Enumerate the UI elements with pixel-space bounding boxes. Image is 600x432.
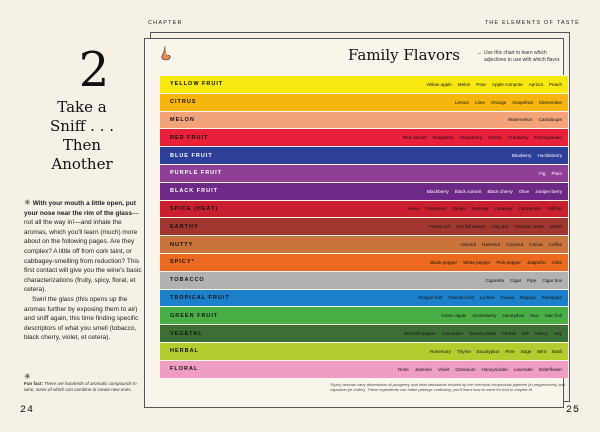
flavor-example: Dry fall leaves [456, 224, 486, 230]
flavor-example: Olive [518, 188, 530, 194]
flavor-example: Pipe [527, 277, 537, 283]
flavor-example: Anise [408, 206, 420, 212]
flavor-family-name: GREEN FRUIT [170, 312, 219, 319]
flavor-example: Red bell pepper [403, 331, 437, 337]
flavor-examples [429, 224, 562, 229]
flavor-example: Honeydew [502, 313, 525, 319]
flavor-example: Watermelon [507, 117, 533, 123]
flavor-example: Pineapple [541, 295, 562, 301]
flavor-example: Clementine [538, 99, 562, 105]
flavor-family-name: PURPLE FRUIT [170, 170, 223, 177]
flavor-example: Cocoa [529, 242, 543, 248]
fun-fact [24, 381, 140, 393]
flavor-example: Green apple [441, 313, 467, 319]
flavor-example: Black currant [454, 188, 482, 194]
flavor-examples [539, 171, 562, 176]
flavor-example: Blackberry [426, 188, 449, 194]
flavor-example: Pomegranate [534, 135, 562, 141]
flavor-example: Black pepper [430, 259, 458, 265]
flavor-row [160, 289, 568, 307]
flavor-examples [508, 117, 562, 122]
flavor-examples [426, 82, 562, 87]
flavor-family-name: NUTTY [170, 241, 194, 248]
flavor-examples [430, 349, 562, 354]
flavor-examples [455, 100, 562, 105]
flavor-family-name: BLUE FRUIT [170, 152, 213, 159]
flavor-example: Dill [522, 331, 529, 337]
flavor-row [160, 235, 568, 253]
flavor-example: Huckleberry [537, 153, 562, 159]
flavor-family-name: SPICE (HEAT) [170, 205, 219, 212]
body-paragraph-2: Swirl the glass (this opens up the aromas further by exposing them to air) and sniff again, this time finding specific descriptors of what you smell (tobacco, black cherry, violet, et cetera). [24, 295, 139, 342]
flavor-example: Volcanic stone [514, 224, 544, 230]
flavor-example: Melon [457, 81, 471, 87]
flavor-row [160, 164, 568, 182]
flavor-family-name: MELON [170, 116, 195, 123]
running-head-section: THE ELEMENTS OF TASTE [484, 20, 580, 26]
asterisk-icon: ✳ [24, 198, 31, 207]
flavor-example: Lemon [454, 99, 470, 105]
card-note: Use this chart to learn which adjectives to use with which flavor. [484, 50, 561, 63]
flavor-family-name: FLORAL [170, 366, 199, 373]
flavor-example: Gooseberry [472, 313, 497, 319]
flavor-example: Rose [398, 366, 409, 372]
flavor-family-name: VEGETAL [170, 330, 203, 337]
flavor-example: Plum [551, 170, 562, 176]
flavor-row [160, 253, 568, 271]
flavor-example: Red currant [402, 135, 427, 141]
flavor-example: Eucalyptus [476, 348, 500, 354]
flavor-example: Mulch [549, 224, 562, 230]
flavor-example: Strawberry [459, 135, 483, 141]
flavor-example: Papaya [519, 295, 536, 301]
body-paragraph-1 [24, 198, 142, 295]
flavor-examples [441, 313, 562, 318]
flavor-family-name: BLACK FRUIT [170, 188, 218, 195]
flavor-example: Cigar [510, 277, 522, 283]
flavor-row [160, 217, 568, 235]
flavor-example: Jasmine [414, 366, 432, 372]
flavor-example: Forest soil [429, 224, 451, 230]
chapter-number: 2 [78, 42, 110, 98]
flavor-row [160, 128, 568, 146]
flavor-row [160, 306, 568, 324]
flavor-example: Violet [437, 366, 450, 372]
flavor-examples [460, 242, 562, 247]
flavor-example: Dragon fruit [418, 295, 443, 301]
flavor-example: Celery [534, 331, 548, 337]
sparkle-icon: ✳ [24, 372, 31, 381]
page-number-left: 24 [20, 405, 35, 416]
flavor-examples [430, 260, 562, 265]
flavor-row [160, 182, 568, 200]
flavor-example: Lime [475, 99, 485, 105]
running-head-chapter: CHAPTER [148, 20, 183, 26]
flavor-example: Blueberry [511, 153, 532, 159]
flavor-example: Juniper berry [535, 188, 562, 194]
flavor-examples [398, 367, 562, 372]
flavor-family-name: HERBAL [170, 348, 199, 355]
flavor-example: Coconut [506, 242, 524, 248]
flavor-examples [404, 331, 562, 336]
flavor-example: Cinnamon [425, 206, 447, 212]
flavor-example: Cucumber [442, 331, 464, 337]
flavor-row [160, 75, 568, 93]
flavor-examples [427, 189, 562, 194]
flavor-example: Apricot [528, 81, 543, 87]
flavor-example: Almond [460, 242, 476, 248]
flavor-example: Coffee [548, 242, 562, 248]
flavor-example: Cigar box [542, 277, 562, 283]
flavor-example: Sweet potato [469, 331, 497, 337]
flavor-family-name: CITRUS [170, 99, 197, 106]
flavor-example: Jalapeño [526, 259, 546, 265]
flavor-example: Apple compote [492, 81, 523, 87]
flavor-example: Thyme [456, 348, 471, 354]
flavor-example: Grapefruit [512, 99, 533, 105]
flavor-example: Guava [500, 295, 514, 301]
flavor-example: Pear [476, 81, 486, 87]
chapter-title [24, 98, 140, 174]
flavor-example: Passion fruit [448, 295, 474, 301]
card-title: Family Flavors [348, 46, 460, 64]
flavor-example: Raspberry [432, 135, 454, 141]
flavor-example: Fig [539, 170, 546, 176]
flavor-family-name: YELLOW FRUIT [170, 81, 224, 88]
flavor-example: Clay pot [491, 224, 509, 230]
footnote: *Spicy aromas carry dimensions of pungency and heat sensations evoked by the chemical compounds piperine (in peppercorns) and capsaicin (in chiles). These ingredients can make pairings confusing; you'll learn how to solve for that in chapter III. [330, 382, 566, 393]
flavor-example: Cantaloupe [538, 117, 562, 123]
flavor-examples [418, 295, 562, 300]
flavor-family-name: SPICY* [170, 259, 195, 266]
flavor-example: Rosemary [429, 348, 451, 354]
flavor-family-name: RED FRUIT [170, 134, 209, 141]
flavor-examples [512, 153, 562, 158]
fun-fact-text: There are hundreds of aromatic compounds in wine, some of which can combine to create new ones. [24, 381, 137, 392]
flavor-example: Cigarette [485, 277, 505, 283]
flavor-example: Kiwi [530, 313, 539, 319]
flavor-example: Lychee [479, 295, 495, 301]
flavor-example: Fennel [502, 331, 517, 337]
flavor-example: Chile [551, 259, 562, 265]
flavor-example: Cherry [488, 135, 502, 141]
flavor-example: Orange [490, 99, 507, 105]
flavor-family-name: EARTHY [170, 223, 199, 230]
flavor-example: Cardamom [518, 206, 542, 212]
flavor-example: Peach [548, 81, 562, 87]
title-line: Take a [57, 98, 107, 116]
title-line: Then [62, 136, 102, 154]
flavor-row [160, 342, 568, 360]
flavor-example: Nutmeg [472, 206, 489, 212]
flavor-example: Pink pepper [496, 259, 521, 265]
arrow-right-icon: → [476, 50, 482, 56]
flavor-example: Basil [552, 348, 562, 354]
title-line: Another [51, 155, 113, 173]
nose-icon [160, 45, 172, 61]
flavor-example: Geranium [455, 366, 476, 372]
flavor-row [160, 271, 568, 289]
page-number-right: 25 [565, 405, 580, 416]
flavor-example: Yellow apple [426, 81, 452, 87]
flavor-row [160, 324, 568, 342]
title-line: Sniff . . . [50, 117, 114, 135]
flavor-row [160, 360, 568, 378]
flavor-examples [408, 206, 562, 211]
flavor-row [160, 93, 568, 111]
flavor-example: Star fruit [544, 313, 562, 319]
body-lead: With your mouth a little open, put your nose near the rim of the glass [24, 200, 136, 217]
flavor-example: White pepper [463, 259, 491, 265]
flavor-family-name: TROPICAL FRUIT [170, 294, 230, 301]
flavor-example: Sage [520, 348, 532, 354]
flavor-table [160, 75, 568, 378]
flavor-example: Caraway [494, 206, 513, 212]
flavor-example: Cranberry [507, 135, 529, 141]
flavor-example: Ginger [452, 206, 467, 212]
flavor-examples [486, 278, 563, 283]
flavor-row [160, 146, 568, 164]
flavor-row [160, 200, 568, 218]
flavor-example: Elderflower [539, 366, 562, 372]
body-text [24, 198, 142, 343]
flavor-example: Saffron [547, 206, 562, 212]
flavor-family-name: TOBACCO [170, 277, 205, 284]
flavor-example: Mint [537, 348, 547, 354]
flavor-example: Honeysuckle [481, 366, 508, 372]
body-rest: —not all the way in!—and inhale the aromas, which you'll learn (much) more about on the following pages. Are they complex? A little off from cork taint, or cabbagey-smelling from reduction? This first contact will give you the wine's basic characterizations (fruity, spicy, floral, et cetera). [24, 209, 142, 294]
flavor-example: Pine [505, 348, 515, 354]
flavor-example: Hazelnut [482, 242, 501, 248]
flavor-row [160, 111, 568, 129]
flavor-example: Lavender [513, 366, 534, 372]
fun-fact-label: Fun fact: [24, 381, 43, 386]
flavor-examples [403, 135, 562, 140]
flavor-example: Black cherry [487, 188, 513, 194]
flavor-example: Hay [553, 331, 562, 337]
